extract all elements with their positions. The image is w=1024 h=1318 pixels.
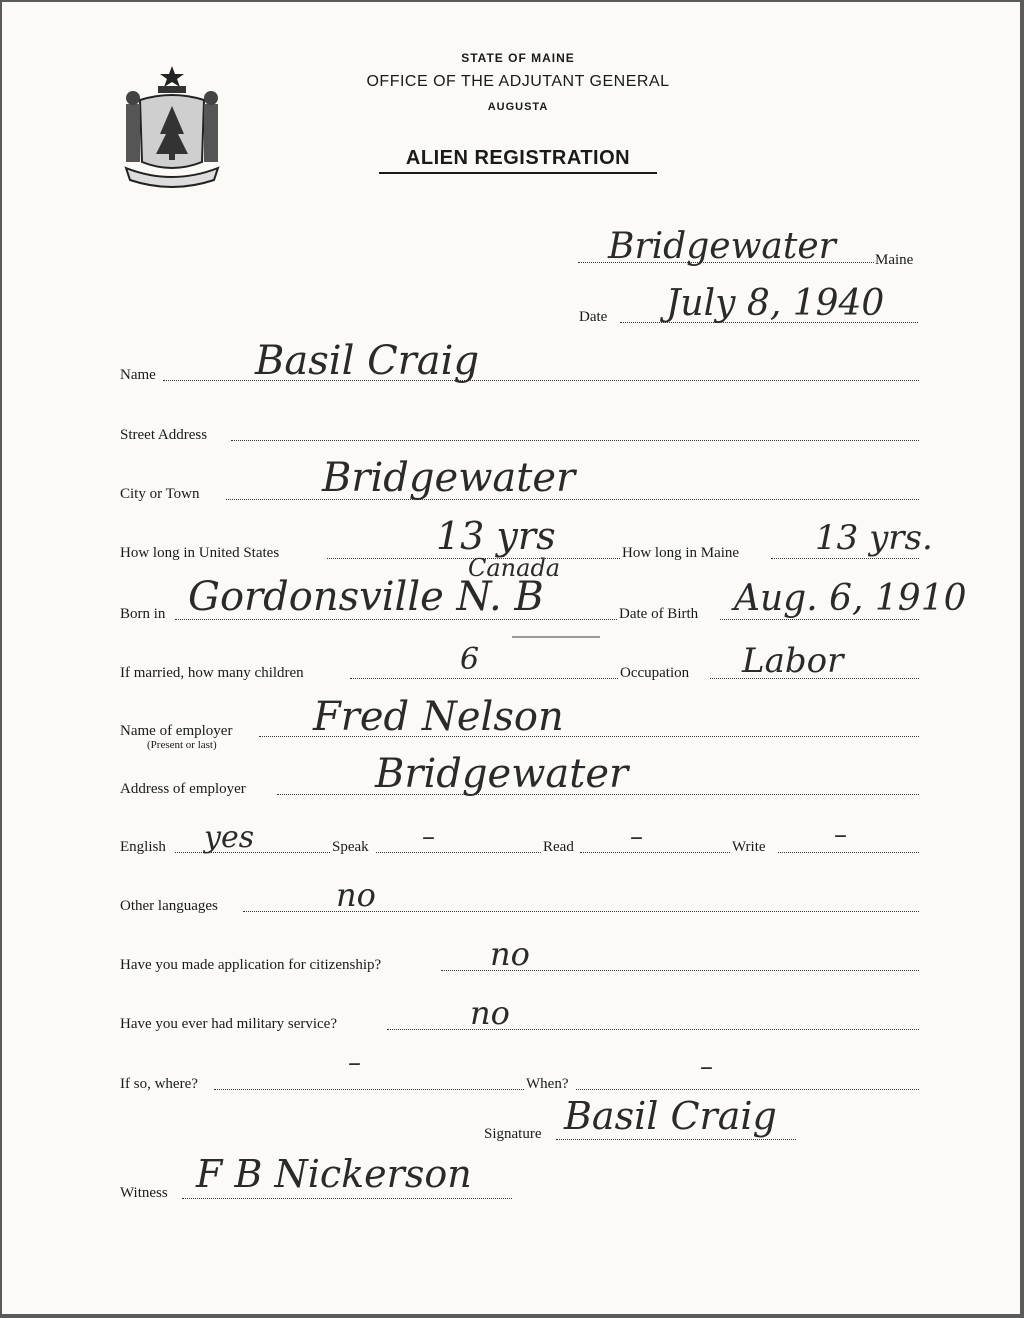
where-value: – (348, 1048, 361, 1078)
how-long-maine-value: 13 yrs. (815, 518, 933, 558)
date-of-birth-value: Aug. 6, 1910 (734, 578, 967, 619)
children-value: 6 (460, 642, 480, 677)
witness-value: F B Nickerson (196, 1152, 472, 1196)
employer-name-label: Name of employer (120, 723, 233, 739)
witness-label: Witness (120, 1185, 168, 1201)
place-value: Bridgewater (608, 226, 836, 267)
title-underline (379, 172, 657, 174)
date-value: July 8, 1940 (666, 283, 885, 324)
speak-value: – (422, 822, 435, 852)
employer-name-sublabel: (Present or last) (147, 739, 217, 751)
citizenship-value: no (490, 935, 530, 973)
how-long-maine-label: How long in Maine (622, 545, 740, 561)
office-heading: OFFICE OF THE ADJUTANT GENERAL (366, 73, 670, 90)
occupation-label: Occupation (620, 665, 690, 681)
name-value: Basil Craig (255, 338, 480, 384)
when-value: – (700, 1052, 713, 1082)
city-value: Bridgewater (322, 455, 576, 501)
when-label: When? (526, 1076, 569, 1092)
where-label: If so, where? (120, 1076, 198, 1092)
other-languages-label: Other languages (120, 898, 218, 914)
signature-value: Basil Craig (564, 1094, 777, 1138)
date-of-birth-label: Date of Birth (619, 606, 699, 622)
english-value: yes (204, 820, 255, 855)
born-in-annotation: Canada (468, 554, 561, 582)
military-label: Have you ever had military service? (120, 1016, 337, 1032)
how-long-us-value: 13 yrs (436, 514, 556, 558)
read-value: – (630, 822, 643, 852)
form-title: ALIEN REGISTRATION (405, 147, 631, 169)
state-heading: STATE OF MAINE (461, 51, 575, 65)
born-in-label: Born in (120, 606, 166, 622)
employer-name-value: Fred Nelson (313, 694, 564, 740)
city-label: City or Town (120, 486, 200, 502)
signature-label: Signature (484, 1126, 542, 1142)
citizenship-label: Have you made application for citizenship? (120, 957, 382, 973)
occupation-value: Labor (742, 641, 844, 681)
write-label: Write (732, 839, 766, 855)
employer-address-value: Bridgewater (375, 751, 629, 797)
military-value: no (470, 994, 510, 1032)
place-suffix-label: Maine (875, 252, 914, 268)
speak-label: Speak (332, 839, 369, 855)
city-heading: AUGUSTA (487, 101, 549, 113)
form-page (2, 2, 1020, 1314)
date-label: Date (579, 309, 608, 325)
write-value: – (834, 820, 847, 850)
how-long-us-label: How long in United States (120, 545, 280, 561)
street-address-label: Street Address (120, 427, 208, 443)
english-label: English (120, 839, 166, 855)
employer-address-label: Address of employer (120, 781, 246, 797)
children-label: If married, how many children (120, 665, 304, 681)
read-label: Read (543, 839, 574, 855)
other-languages-value: no (336, 876, 376, 914)
name-label: Name (120, 367, 156, 383)
born-in-value: Gordonsville N. B (188, 574, 544, 620)
